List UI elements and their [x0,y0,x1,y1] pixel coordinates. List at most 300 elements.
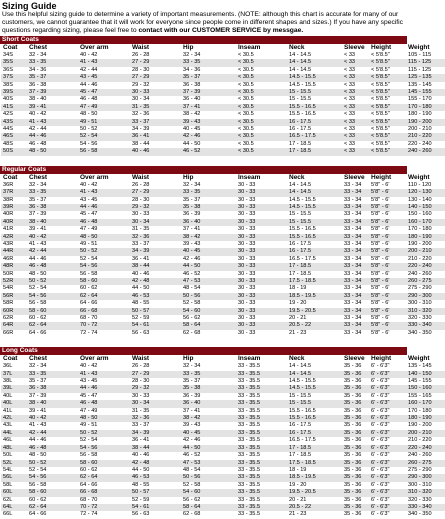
table-cell: 180 - 190 [408,234,445,241]
table-cell: 5'8" - 6' [371,211,408,218]
table-cell: 50 - 52 [80,126,132,133]
table-cell: 6' - 6'3" [371,482,408,489]
table-row [1,189,445,196]
table-cell: 5'8" - 6' [371,271,408,278]
table-row [1,460,445,467]
table-cell: < 30.5 [238,148,289,155]
table-cell: 33 - 35.5 [238,437,289,444]
table-cell: 18.5 - 19.5 [289,474,344,481]
column-header: Chest [29,355,80,363]
table-cell: 17.5 - 18.5 [289,278,344,285]
table-cell: 190 - 200 [408,422,445,429]
table-cell: 18 - 19 [289,467,344,474]
table-cell: 6' - 6'3" [371,371,408,378]
table-cell: 62 - 64 [80,474,132,481]
table-cell: 31 - 35 [132,226,183,233]
table-cell: < 30.5 [238,96,289,103]
table-cell: 38 - 44 [132,263,183,270]
table-cell: 33 - 34 [344,234,371,241]
table-cell: 33 - 35.5 [238,445,289,452]
table-cell: 56 - 58 [80,271,132,278]
table-cell: 6' - 6'3" [371,437,408,444]
table-cell: 180 - 190 [408,111,445,118]
column-header: Waist [132,174,183,182]
table-cell: 34 - 39 [132,248,183,255]
table-cell: 46S [1,133,29,140]
section-header: Long Coats [0,347,407,355]
table-cell: 240 - 260 [408,271,445,278]
table-row [1,182,445,189]
table-row [1,89,445,96]
table-cell: 50L [1,452,29,459]
table-cell: 16.5 - 17.5 [289,437,344,444]
column-header: Sleeve [344,355,371,363]
table-cell: 35 - 37 [29,74,80,81]
column-header: Inseam [238,44,289,52]
table-cell: 43R [1,241,29,248]
table-cell: 33 - 37 [132,422,183,429]
size-table [1,44,445,156]
table-cell: 50 - 52 [29,278,80,285]
table-cell: 38S [1,82,29,89]
table-cell: 160 - 170 [408,219,445,226]
table-cell: 190 - 200 [408,241,445,248]
table-cell: 300 - 310 [408,482,445,489]
table-cell: 39S [1,89,29,96]
column-header: Inseam [238,355,289,363]
table-cell: 125 - 135 [408,74,445,81]
table-cell: 48 - 55 [132,482,183,489]
table-cell: 36 - 41 [132,133,183,140]
table-cell: 35 - 36 [344,422,371,429]
table-cell: 52 - 59 [132,315,183,322]
table-cell: 36 - 38 [29,204,80,211]
table-cell: 48 - 54 [183,467,238,474]
table-cell: 40R [1,211,29,218]
table-cell: 170 - 180 [408,408,445,415]
table-cell: 260 - 275 [408,278,445,285]
table-cell: 40 - 42 [80,52,132,59]
section-spacer [0,156,407,165]
table-cell: 37L [1,371,29,378]
table-cell: 30 - 33 [238,285,289,292]
table-cell: 38 - 40 [29,219,80,226]
table-cell: 37 - 41 [183,408,238,415]
table-row [1,474,445,481]
table-cell: 30 - 33 [238,300,289,307]
table-cell: 40 - 42 [29,234,80,241]
table-cell: 29 - 32 [132,82,183,89]
table-cell: 40 - 46 [132,271,183,278]
column-header: Height [371,44,408,52]
table-cell: 42L [1,415,29,422]
table-cell: 35 - 36 [344,378,371,385]
table-cell: 145 - 155 [408,378,445,385]
table-row [1,52,445,59]
table-cell: 35 - 36 [344,504,371,511]
table-cell: 32 - 34 [29,182,80,189]
table-cell: 30 - 33 [238,330,289,337]
table-cell: 26 - 28 [132,52,183,59]
table-cell: 5'8" - 6' [371,241,408,248]
table-cell: 16 - 17.5 [289,126,344,133]
table-row [1,371,445,378]
table-cell: 37S [1,74,29,81]
table-cell: 35 - 36 [344,385,371,392]
column-header: Inseam [238,174,289,182]
table-cell: 54 - 60 [183,308,238,315]
table-cell: 33 - 37 [132,241,183,248]
table-cell: 19.5 - 20.5 [289,489,344,496]
table-cell: 52 - 54 [80,256,132,263]
table-cell: 30 - 33 [238,271,289,278]
table-cell: < 33 [344,111,371,118]
table-cell: 56 - 62 [183,497,238,504]
table-cell: 32 - 34 [29,363,80,370]
table-cell: < 5'8.5" [371,104,408,111]
column-header: Neck [289,174,344,182]
table-cell: 35S [1,59,29,66]
table-cell: 64 - 66 [80,482,132,489]
table-cell: 48 - 50 [80,415,132,422]
table-row [1,511,445,518]
table-row [1,211,445,218]
table-cell: 17 - 18.5 [289,263,344,270]
table-cell: 35 - 37 [183,74,238,81]
table-cell: 46 - 53 [132,293,183,300]
table-cell: 45 - 47 [80,211,132,218]
table-cell: 39 - 43 [183,422,238,429]
column-header: Chest [29,44,80,52]
table-cell: 5'8" - 6' [371,204,408,211]
table-cell: 17 - 18.5 [289,452,344,459]
table-cell: 33 - 35.5 [238,415,289,422]
column-header: Coat [1,44,29,52]
table-cell: 62L [1,497,29,504]
table-cell: 32 - 34 [183,52,238,59]
table-cell: 36 - 38 [29,385,80,392]
table-cell: 42S [1,111,29,118]
table-cell: < 30.5 [238,67,289,74]
table-cell: 170 - 180 [408,104,445,111]
table-cell: 35 - 36 [344,408,371,415]
table-cell: < 30.5 [238,82,289,89]
size-table [1,174,445,338]
table-cell: 27 - 29 [132,371,183,378]
table-row [1,119,445,126]
table-cell: 62R [1,315,29,322]
table-cell: 290 - 300 [408,474,445,481]
table-cell: 330 - 340 [408,322,445,329]
table-cell: 38 - 40 [29,400,80,407]
section-header: Short Coats [0,36,407,44]
table-cell: 15 - 15.5 [289,219,344,226]
column-header: Height [371,355,408,363]
table-cell: 5'8" - 6' [371,234,408,241]
table-cell: 275 - 290 [408,467,445,474]
table-cell: < 33 [344,67,371,74]
table-cell: 30 - 33 [238,226,289,233]
table-cell: 62 - 64 [80,293,132,300]
table-cell: 35 - 36 [344,482,371,489]
table-cell: 30 - 33 [132,211,183,218]
table-cell: 14 - 14.5 [289,189,344,196]
table-cell: 43 - 45 [80,378,132,385]
table-cell: < 30.5 [238,89,289,96]
column-header: Coat [1,355,29,363]
table-cell: 56 - 63 [132,330,183,337]
size-table [1,355,445,519]
table-cell: 48S [1,141,29,148]
table-cell: 15.5 - 16.5 [289,111,344,118]
table-cell: 30 - 33 [238,322,289,329]
table-row [1,430,445,437]
table-cell: 33 - 34 [344,226,371,233]
table-cell: 46 - 48 [29,445,80,452]
table-cell: 33 - 34 [344,182,371,189]
table-cell: 130 - 140 [408,197,445,204]
table-row [1,385,445,392]
table-row [1,278,445,285]
table-cell: 33 - 35 [29,59,80,66]
table-cell: 36 - 38 [183,82,238,89]
table-cell: 33 - 35.5 [238,482,289,489]
table-cell: 30 - 33 [238,248,289,255]
table-cell: 33 - 35.5 [238,400,289,407]
table-row [1,408,445,415]
table-cell: 5'8" - 6' [371,189,408,196]
table-cell: 135 - 145 [408,363,445,370]
table-cell: 30 - 33 [238,315,289,322]
table-cell: < 33 [344,52,371,59]
table-row [1,497,445,504]
table-cell: 41 - 43 [29,422,80,429]
table-cell: 47 - 53 [183,460,238,467]
table-cell: 50 - 56 [183,474,238,481]
table-cell: 36 - 39 [183,211,238,218]
table-cell: 54 - 61 [132,322,183,329]
table-row [1,300,445,307]
table-cell: 35 - 36 [344,467,371,474]
table-cell: 33 - 34 [344,204,371,211]
table-cell: 33 - 35 [29,189,80,196]
table-cell: < 33 [344,82,371,89]
table-cell: 155 - 165 [408,393,445,400]
table-cell: 48 - 55 [132,300,183,307]
table-cell: 47 - 49 [80,408,132,415]
table-cell: 48 - 50 [80,234,132,241]
table-cell: 41 - 43 [80,189,132,196]
table-cell: < 33 [344,148,371,155]
table-cell: 210 - 220 [408,256,445,263]
table-cell: 44 - 46 [80,385,132,392]
table-cell: 44 - 50 [183,263,238,270]
table-row [1,141,445,148]
table-cell: 36S [1,67,29,74]
table-cell: 120 - 130 [408,189,445,196]
table-cell: 50R [1,271,29,278]
table-cell: < 5'8.5" [371,82,408,89]
table-cell: 34 - 39 [132,430,183,437]
table-cell: 29 - 32 [132,204,183,211]
table-cell: 54 - 61 [132,504,183,511]
column-header: Hip [183,355,238,363]
table-cell: < 30.5 [238,52,289,59]
table-cell: 68 - 70 [80,315,132,322]
table-cell: 58 - 60 [29,489,80,496]
table-cell: 40R [1,219,29,226]
table-cell: 33 - 35 [29,371,80,378]
table-cell: 42 - 48 [132,460,183,467]
table-cell: 50 - 52 [80,248,132,255]
table-cell: 46 - 48 [80,219,132,226]
table-cell: 58 - 60 [80,460,132,467]
table-cell: 27 - 29 [132,59,183,66]
table-cell: < 5'8.5" [371,119,408,126]
column-header: Waist [132,44,183,52]
table-cell: 6' - 6'3" [371,504,408,511]
table-cell: 44 - 46 [80,204,132,211]
table-cell: 44R [1,248,29,255]
table-cell: 30 - 33 [238,293,289,300]
table-cell: 6' - 6'3" [371,460,408,467]
table-cell: 20.5 - 22 [289,322,344,329]
table-cell: 15.5 - 16.5 [289,104,344,111]
table-row [1,322,445,329]
table-cell: 19 - 20 [289,300,344,307]
intro-text [0,11,407,35]
column-header: Coat [1,174,29,182]
table-cell: < 30.5 [238,126,289,133]
table-cell: 30 - 33 [238,197,289,204]
table-cell: 35 - 36 [344,400,371,407]
table-cell: 140 - 150 [408,204,445,211]
table-cell: 54 - 56 [29,293,80,300]
table-cell: 41 - 43 [29,241,80,248]
table-cell: 14 - 14.5 [289,371,344,378]
table-cell: 36 - 40 [183,400,238,407]
table-cell: 33 - 35.5 [238,460,289,467]
table-cell: 30 - 34 [132,96,183,103]
section-header: Regular Coats [0,166,407,174]
table-cell: 5'8" - 6' [371,256,408,263]
table-cell: 6' - 6'3" [371,511,408,518]
table-cell: 45 - 47 [80,393,132,400]
table-cell: 5'8" - 6' [371,300,408,307]
customer-service-link[interactable]: contact with our CUSTOMER SERVICE by messgae. [138,27,304,34]
table-cell: 39 - 43 [183,119,238,126]
table-cell: 16 - 17.5 [289,119,344,126]
table-cell: 110 - 120 [408,182,445,189]
table-cell: 66R [1,330,29,337]
table-cell: 35 - 38 [183,385,238,392]
table-cell: < 5'8.5" [371,126,408,133]
table-cell: 70 - 72 [80,322,132,329]
table-cell: 44 - 50 [183,445,238,452]
sizing-tables [0,36,432,519]
table-row [1,263,445,270]
table-cell: 32 - 36 [132,415,183,422]
table-cell: 48 - 50 [29,271,80,278]
table-row [1,308,445,315]
table-cell: 36 - 41 [132,437,183,444]
table-cell: < 5'8.5" [371,67,408,74]
table-cell: 40 - 45 [183,248,238,255]
table-cell: 300 - 310 [408,300,445,307]
table-cell: 43 - 45 [80,74,132,81]
table-row [1,96,445,103]
table-cell: 105 - 115 [408,52,445,59]
table-cell: 39 - 41 [29,408,80,415]
table-cell: < 5'8.5" [371,59,408,66]
table-row [1,67,445,74]
table-cell: 38 - 44 [132,445,183,452]
table-cell: 20 - 21 [289,315,344,322]
table-cell: 38 - 42 [183,234,238,241]
table-cell: 30 - 34 [132,400,183,407]
table-cell: 33 - 35.5 [238,408,289,415]
table-row [1,226,445,233]
table-cell: 56L [1,474,29,481]
table-cell: < 30.5 [238,133,289,140]
table-row [1,452,445,459]
table-cell: 33 - 34 [344,189,371,196]
table-cell: 42 - 46 [183,133,238,140]
column-header: Waist [132,355,183,363]
table-row [1,126,445,133]
table-cell: 16 - 17.5 [289,241,344,248]
column-header: Over arm [80,355,132,363]
table-cell: 30 - 33 [238,204,289,211]
table-cell: 38 - 40 [29,96,80,103]
table-cell: < 5'8.5" [371,89,408,96]
table-cell: 35 - 37 [183,378,238,385]
table-cell: 20 - 21 [289,497,344,504]
table-row [1,378,445,385]
table-cell: 52 - 54 [80,437,132,444]
table-row [1,104,445,111]
table-cell: 46L [1,437,29,444]
column-header: Over arm [80,174,132,182]
table-cell: 48L [1,445,29,452]
table-cell: 26 - 28 [132,363,183,370]
table-cell: 42 - 44 [29,430,80,437]
table-header-row [1,44,445,52]
table-row [1,82,445,89]
table-row [1,330,445,337]
table-cell: 170 - 180 [408,226,445,233]
table-cell: 54 - 56 [80,141,132,148]
table-cell: < 5'8.5" [371,111,408,118]
table-cell: 19.5 - 20.5 [289,308,344,315]
table-cell: 140 - 150 [408,371,445,378]
table-cell: 44 - 50 [183,141,238,148]
table-cell: 14.5 - 15.5 [289,385,344,392]
table-cell: 40 - 45 [183,430,238,437]
table-cell: 33 - 35.5 [238,504,289,511]
table-cell: < 5'8.5" [371,52,408,59]
table-header-row [1,355,445,363]
table-cell: 16.5 - 17.5 [289,256,344,263]
table-cell: 46 - 48 [29,263,80,270]
table-cell: 35 - 37 [183,197,238,204]
table-cell: 44 - 50 [132,467,183,474]
table-cell: < 33 [344,96,371,103]
table-cell: 56 - 58 [29,300,80,307]
table-cell: 48 - 50 [80,111,132,118]
table-cell: 64 - 66 [29,511,80,518]
table-cell: 33 - 34 [344,256,371,263]
